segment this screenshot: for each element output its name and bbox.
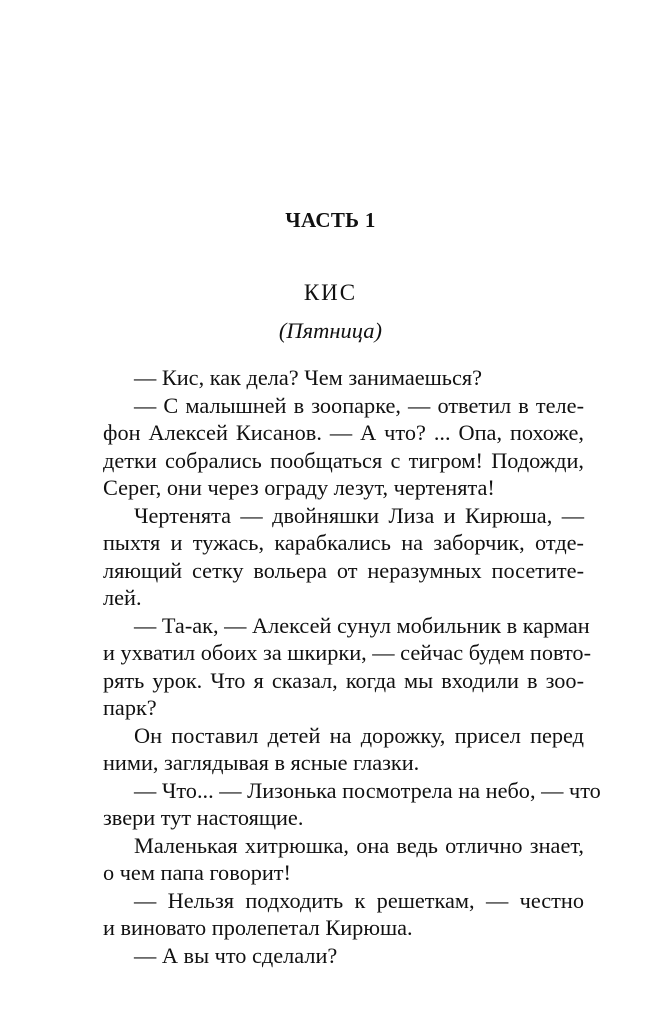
text-line: Маленькая хитрюшка, она ведь отлично знает, [134,832,584,858]
text-line: детки собрались пообщаться с тигром! Подожди, [103,447,584,473]
text-line: Серег, они через ограду лезут, чертенята! [103,475,495,500]
text-line: ними, заглядывая в ясные глазки. [103,750,420,775]
text-line: звери тут настоящие. [103,805,304,830]
text-line: и ухватил обоих за шкирки, — сейчас будем повто- [103,640,591,665]
text-line: Он поставил детей на дорожку, присел перед [134,722,584,748]
text-line: и виновато пролепетал Кирюша. [103,915,413,940]
text-line: пыхтя и тужась, карабкались на заборчик, отде- [103,530,584,555]
part-title: ЧАСТЬ 1 [285,208,376,232]
text-line: — А вы что сделали? [134,942,338,968]
text-line: Чертенята — двойняшки Лиза и Кирюша, — [134,502,584,528]
text-line: — Нельзя подходить к решеткам, — честно [134,887,584,913]
text-line: лей. [103,585,142,610]
text-line: — Кис, как дела? Чем занимаешься? [134,365,483,390]
text-line: парк? [103,695,157,720]
text-line: о чем папа говорит! [103,860,291,885]
chapter-subtitle: (Пятница) [278,318,383,343]
text-line: рять урок. Что я сказал, когда мы входили в зоо- [103,667,584,693]
text-line: — С малышней в зоопарке, — ответил в теле- [134,392,584,418]
body-text [103,364,601,969]
text-line: фон Алексей Кисанов. — А что? ... Опа, похоже, [103,420,584,445]
text-line: — Та-ак, — Алексей сунул мобильник в карман [134,612,590,638]
text-line: — Что... — Лизонька посмотрела на небо, — что [134,777,601,803]
text-line: ляющий сетку вольера от неразумных посетите- [103,557,584,583]
chapter-title: КИС [303,280,358,305]
